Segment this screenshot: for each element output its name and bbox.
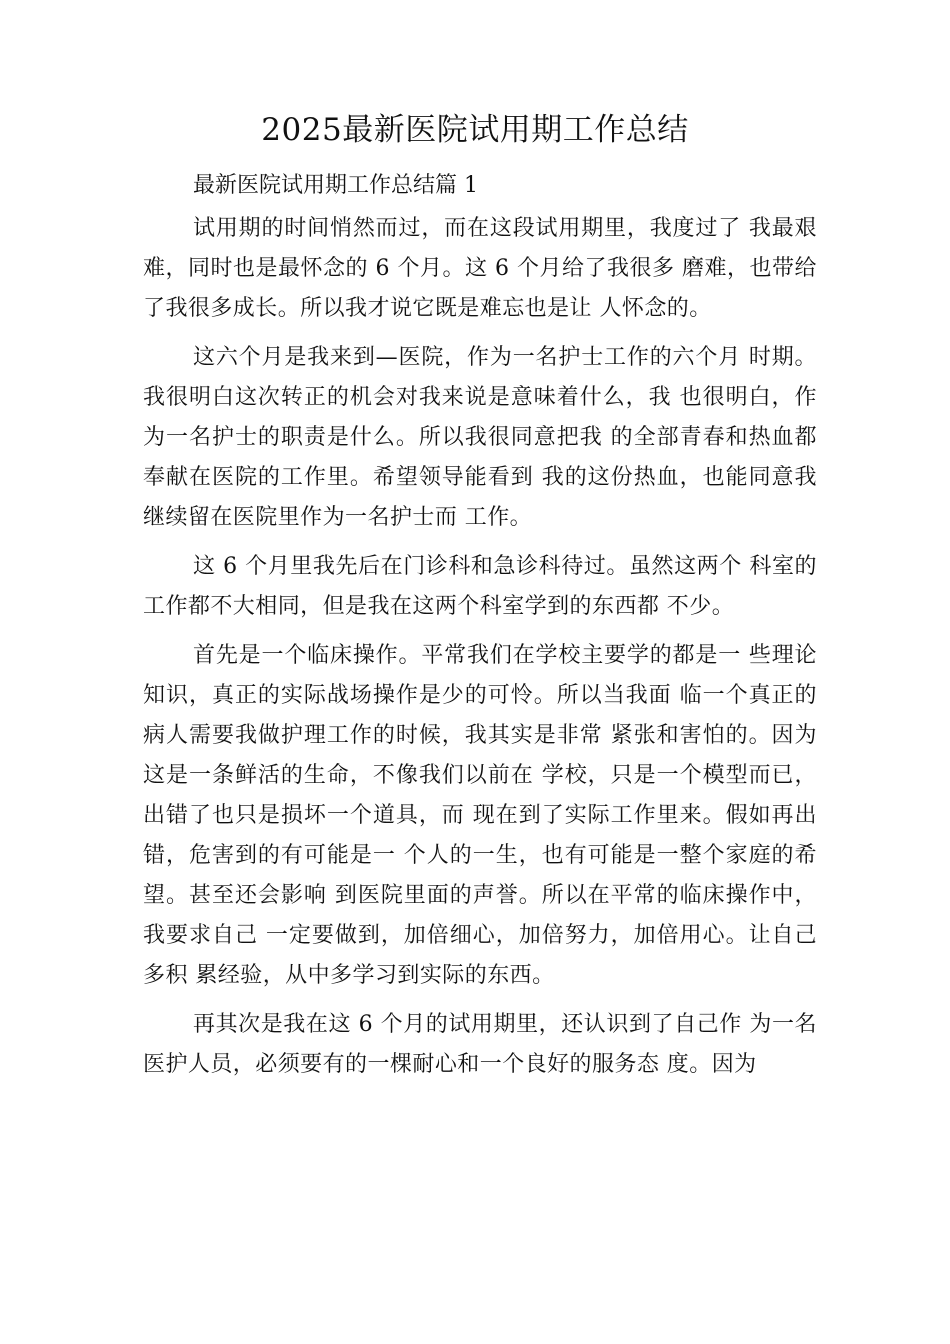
document-title: 2025最新医院试用期工作总结: [261, 112, 689, 148]
paragraph-1: 试用期的时间悄然而过，而在这段试用期里，我度过了 我最艰难，同时也是最怀念的 6 个月。这 6 个月给了我很多 磨难，也带给了我很多成长。所以我才说它既是难忘也是让 人怀念的。: [143, 216, 817, 321]
section-heading: 最新医院试用期工作总结篇 1: [193, 173, 478, 198]
paragraph-2: 这六个月是我来到—医院，作为一名护士工作的六个月 时期。我很明白这次转正的机会对我来说是意味着什么，我 也很明白，作为一名护士的职责是什么。所以我很同意把我 的全部青春和热血都奉献在医院的工作里。希望领导能看到 我的这份热血，也能同意我继续留在医院里作为一名护士而 工作。: [143, 345, 817, 530]
paragraph-5: 再其次是我在这 6 个月的试用期里，还认识到了自己作 为一名医护人员，必须要有的一棵耐心和一个良好的服务态 度。因为: [143, 1012, 817, 1077]
document-body: [143, 209, 817, 1085]
paragraph-3: 这 6 个月里我先后在门诊科和急诊科待过。虽然这两个 科室的工作都不大相同，但是我在这两个科室学到的东西都 不少。: [143, 554, 817, 619]
paragraph-4: 首先是一个临床操作。平常我们在学校主要学的都是一 些理论知识，真正的实际战场操作是少的可怜。所以当我面 临一个真正的病人需要我做护理工作的时候，我其实是非常 紧张和害怕的。因为这是一条鲜活的生命，不像我们以前在 学校，只是一个模型而已，出错了也只是损坏一个道具，而 现在到了实际工作里来。假如再出错，危害到的有可能是一 个人的一生，也有可能是一整个家庭的希望。甚至还会影响 到医院里面的声誉。所以在平常的临床操作中，我要求自己 一定要做到，加倍细心，加倍努力，加倍用心。让自己多积 累经验，从中多学习到实际的东西。: [143, 643, 817, 988]
